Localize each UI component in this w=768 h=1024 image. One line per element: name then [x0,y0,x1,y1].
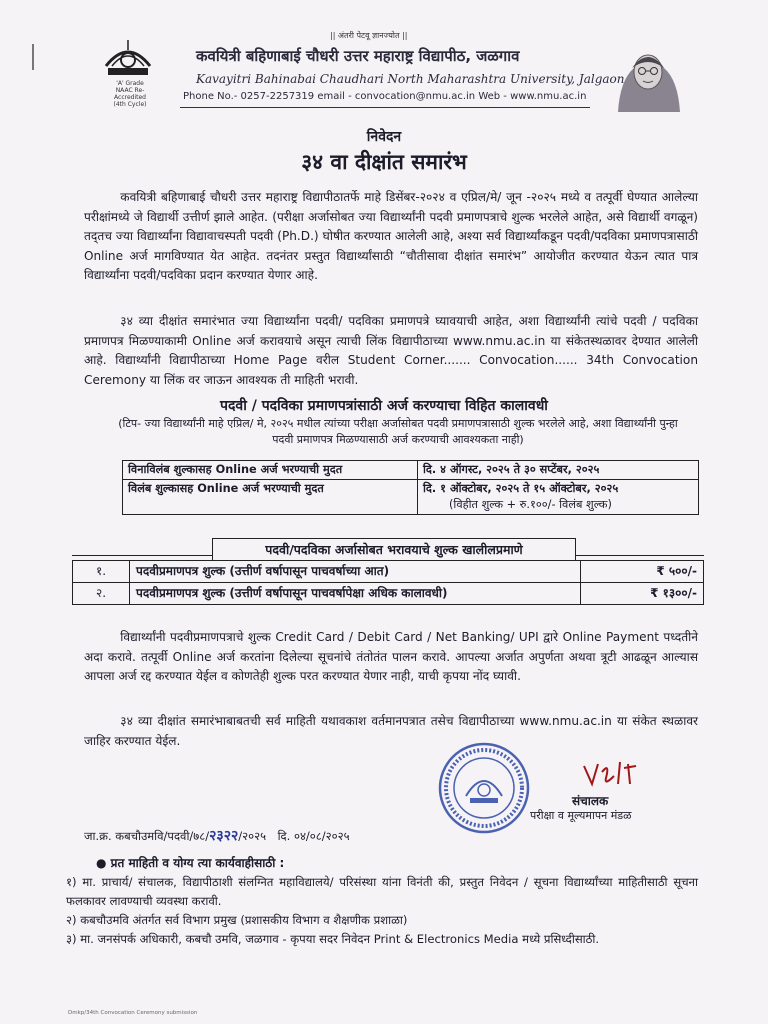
letterhead-divider [180,107,590,108]
university-name-marathi: कवयित्री बहिणाबाई चौधरी उत्तर महाराष्ट्र विद्यापीठ, जळगाव [196,47,520,65]
intro-text: कवयित्री बहिणाबाई चौधरी उत्तर महाराष्ट्र विद्यापीठातर्फे माहे डिसेंबर-२०२४ व एप्रिल/मे/ जून -२०२५ मध्ये व तत्पूर्वी घेण्यात आलेल्या परीक्षांमध्ये जे विद्यार्थी उत्तीर्ण झाले आहेत. (परीक्षा अर्जासोबत ज्या विद्यार्थ्यांनी पदवी प्रमाणपत्राचे शुल्क भरलेले आहेत, असे विद्यार्थी वगळून) तद्तच ज्या विद्यार्थ्यांना विद्यावाचस्पती पदवी (Ph.D.) घोषीत करण्यात आलेली आहे, अश्या सर्व विद्यार्थ्यांकडून पदवी/पदविका प्रमाणपत्रासाठी Online अर्ज मागविण्यात येत आहेत. तदनंतर प्रस्तुत विद्यार्थ्यांसाठी “चौतीसावा दीक्षांत समारंभ” आयोजीत करण्यात येऊन त्यात पात्र विद्यार्थ्यांना पदवी/पदविका प्रदान करण्यात येणार आहे. [84,190,698,282]
fee-description: पदवीप्रमाणपत्र शुल्क (उत्तीर्ण वर्षापासून पाचवर्षापेक्षा अधिक कालावधी) [130,583,581,605]
grade-label: 'A' Grade [116,80,144,87]
signatory-department: परीक्षा व मूल्यमापन मंडळ [530,809,632,822]
table-row [123,480,699,515]
reference-date: दि. ०४/०८/२०२५ [277,829,350,843]
university-logo-icon [100,36,156,78]
university-seal-icon [436,740,532,836]
signatory-role: संचालक [572,794,609,808]
deadline-label: विलंब शुल्कासह Online अर्ज भरण्याची मुदत [123,480,418,515]
deadline-label: विनाविलंब शुल्कासह Online अर्ज भरण्याची मुदत [123,461,418,480]
fee-table [72,560,704,605]
link-paragraph [84,312,698,390]
reference-year: /२०२५ [238,829,267,843]
motto: || अंतरी पेटवू ज्ञानज्योत || [330,31,408,40]
list-item: १) मा. प्राचार्य/ संचालक, विद्यापीठाशी संलग्नित महाविद्यालये/ परिसंस्था यांना विनंती की, प्रस्तुत निवेदन / सूचना विद्यार्थ्यांच्या माहितीसाठी सूचना फलकावर लावण्याची व्यवस्था करावी. [66,875,698,908]
table-row [73,561,704,583]
fee-number: १. [73,561,130,583]
list-item: २) कबचौउमवि अंतर्गत सर्व विभाग प्रमुख (प्रशासकीय विभाग व शैक्षणीक प्रशाळा) [66,913,408,927]
deadline-section-title: पदवी / पदविका प्रमाणपत्रांसाठी अर्ज करण्याचा विहित कालावधी [220,398,548,414]
fee-number: २. [73,583,130,605]
signature-icon [580,758,644,788]
cycle-label: (4th Cycle) [113,101,147,108]
link-text: ३४ व्या दीक्षांत समारंभात ज्या विद्यार्थ्यांना पदवी/ पदविका प्रमाणपत्रे घ्यावयाची आहेत, अशा विद्यार्थ्यांनी त्यांचे पदवी / पदविका प्रमाणपत्र मिळण्याकामी Online अर्ज करावयाचे असून त्याची लिंक विद्यापीठाच्या www.nmu.ac.in या संकेतस्थळावर देण्यात आलेली आहे. विद्यार्थ्यांनी विद्यापीठाच्या Home Page वरील Student Corner....... Convocation...... 34th Convocation Ceremony या लिंक वर जाऊन आवश्यक ती माहिती भरावी. [84,314,698,387]
deadline-dates: दि. ४ ऑगस्ट, २०२५ ते ३० सप्टेंबर, २०२५ [423,463,600,476]
contact-line: Phone No.- 0257-2257319 email - convocation@nmu.ac.in Web - www.nmu.ac.in [183,91,587,102]
accreditation-text [100,80,160,108]
deadline-value [418,480,699,515]
table-row [73,583,704,605]
deadline-dates: दि. १ ऑक्टोबर, २०२५ ते १५ ऑक्टोबर, २०२५ [423,482,619,495]
footer-note: Dmkp/34th Convocation Ceremony submission [68,1010,198,1016]
margin-mark [32,44,34,70]
fee-description: पदवीप्रमाणपत्र शुल्क (उत्तीर्ण वर्षापासून पाचवर्षाच्या आत) [130,561,581,583]
deadline-note: (टिप- ज्या विद्यार्थ्यांनी माहे एप्रिल/ मे, २०२५ मधील त्यांच्या परीक्षा अर्जासोबत पदवी प्रमाणपत्रासाठी शुल्क भरलेले आहे, अशा विद्यार्थ्यांनी पुन्हा पदवी प्रमाणपत्र मिळण्यासाठी अर्ज करण्याची आवश्यकता नाही) [118,417,678,446]
fee-amount: ₹ ५००/- [581,561,704,583]
deadline-value [418,461,699,480]
reference-prefix: जा.क्र. कबचौउमवि/पदवी/७८/ [84,829,210,843]
list-item: ३) मा. जनसंपर्क अधिकारी, कबचौ उमवि, जळगाव - कृपया सदर निवेदन Print & Electronics Media मध्ये प्रसिध्दीसाठी. [66,932,600,946]
reference-line [84,826,350,845]
deadline-table [122,460,699,515]
announcement-paragraph [84,712,698,751]
notice-label: निवेदन [366,129,402,145]
fee-amount: ₹ १३००/- [581,583,704,605]
portrait-image [612,38,684,112]
intro-paragraph [84,188,698,286]
copies-list [66,873,698,949]
page-title: ३४ वा दीक्षांत समारंभ [301,150,467,174]
payment-paragraph [84,628,698,687]
fee-section-title: पदवी/पदविका अर्जासोबत भरावयाचे शुल्क खालीलप्रमाणे [212,538,576,561]
copies-heading: ● प्रत माहिती व योग्य त्या कार्यवाहीसाठी : [96,856,285,870]
announcement-text: ३४ व्या दीक्षांत समारंभाबाबतची सर्व माहिती यथावकाश वर्तमानपत्रात तसेच विद्यापीठाच्या www.nmu.ac.in या संकेत स्थळावर जाहिर करण्यात येईल. [84,714,698,748]
naac-label: NAAC Re-Accredited [114,87,146,101]
university-name-english: Kavayitri Bahinabai Chaudhari North Maharashtra University, Jalgaon [196,72,625,86]
reference-number: २३२२ [209,828,239,844]
table-row [123,461,699,480]
payment-text: विद्यार्थ्यांनी पदवीप्रमाणपत्राचे शुल्क Credit Card / Debit Card / Net Banking/ UPI द्वारे Online Payment पध्दतीने अदा करावे. तत्पूर्वी Online अर्ज करतांना दिलेल्या सूचनांचे तंतोतंत पालन करावे. आपल्या अर्जात अपुर्णता अथवा त्रूटी आढळून आल्यास आपला अर्ज रद्द करण्यात येईल व कोणतेही शुल्क परत करण्यात येणार नाही, याची कृपया नोंद घ्यावी. [84,630,698,683]
late-fee-note: (विहीत शुल्क + रु.१००/- विलंब शुल्क) [449,498,612,511]
